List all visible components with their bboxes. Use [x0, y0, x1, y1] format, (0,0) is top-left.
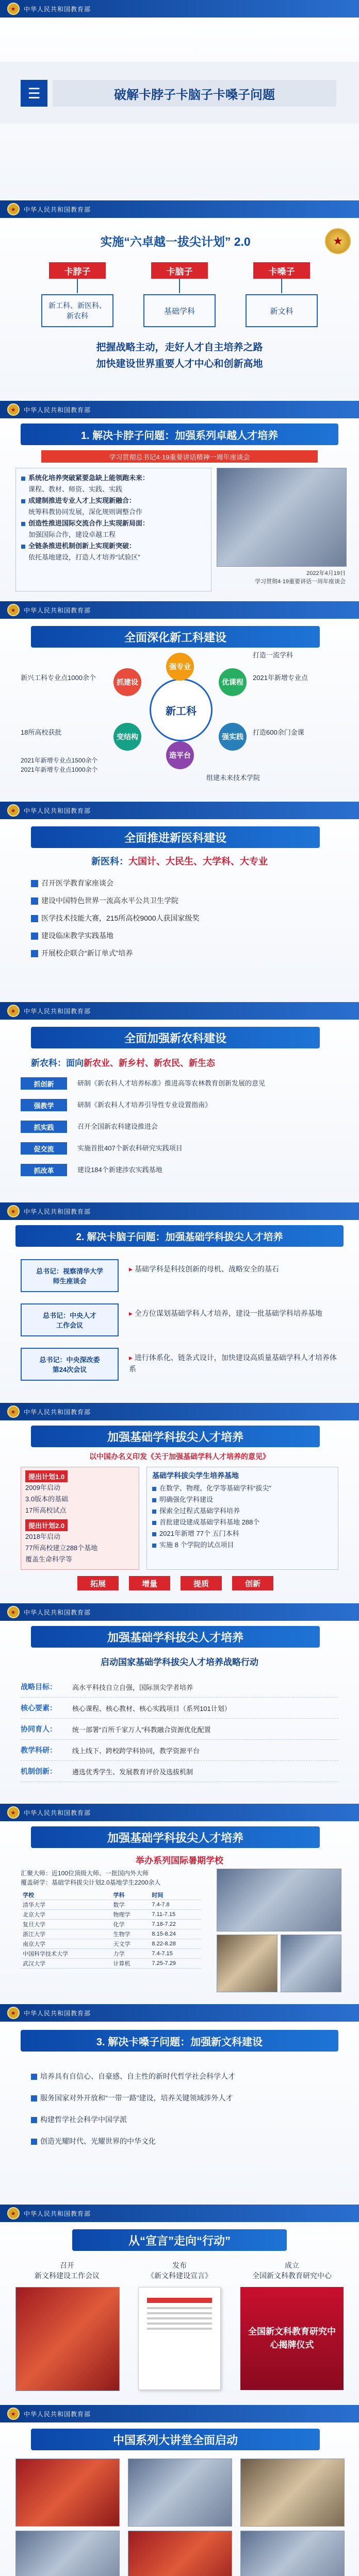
- detail-zhuanye: 打造一流学科: [253, 651, 293, 659]
- box-new-engineering: 新工科、新医科、 新农科: [41, 294, 113, 327]
- slide-header: [0, 200, 359, 218]
- national-emblem-icon: ★: [7, 1005, 20, 1017]
- photo-caption: 学习贯彻4·19重要讲话一周年座谈会: [254, 579, 346, 585]
- column-meeting: 召开 新文科建设工作会议: [35, 2261, 100, 2280]
- note: 2021年新增专业点1000余个: [21, 766, 98, 773]
- menu-icon: ☰: [21, 80, 47, 107]
- brand-name: 中华人民共和国教育部: [24, 1007, 91, 1015]
- note: 2021年新增专业点1500余个: [21, 757, 98, 764]
- brand-name: 中华人民共和国教育部: [24, 5, 91, 13]
- slide-new-engineering: [0, 601, 359, 802]
- slide-header: [0, 0, 359, 18]
- foot-tag: 拓展: [77, 1576, 119, 1590]
- subtitle: 启动国家基础学科拔尖人才培养战略行动: [101, 1657, 258, 1667]
- meeting-photo: [217, 468, 347, 567]
- row-list: [21, 1676, 338, 1782]
- title-suffix: 2.0: [234, 235, 251, 248]
- slide-title: 全面加强新农科建设: [31, 1027, 320, 1048]
- detail-kecheng: 2021年新增专业点: [253, 674, 308, 682]
- table-row: 武汉大学 计算机 7.25-7.29: [21, 1959, 201, 1969]
- brand-name: 中华人民共和国教育部: [24, 406, 91, 414]
- base-item: 在数学、物理、化学等基础学科“拔尖”: [152, 1483, 333, 1494]
- slide-new-liberal-arts: [0, 2004, 359, 2205]
- node-pingtai: 造平台: [166, 741, 194, 769]
- slide-title: 中国系列大讲堂全面启动: [31, 2429, 320, 2450]
- title-quote: “六卓越一拔尖计划”: [124, 235, 231, 248]
- foot-tag: 增量: [129, 1576, 170, 1590]
- slide-title: 加强基础学科拔尖人才培养: [31, 1626, 320, 1648]
- list-item: 构建哲学社会科学中国学派: [31, 2114, 335, 2125]
- plan-head: 提出计划2.0: [25, 1519, 68, 1531]
- subtitle: [31, 1056, 328, 1070]
- node-jiegou: 变结构: [113, 723, 141, 751]
- bullet-detail: 课程、教材、师资、实践、实践: [28, 485, 123, 493]
- event-photo: [15, 2459, 120, 2527]
- slide-header: [0, 2405, 359, 2422]
- subtitle-items: 新农业、新乡村、新农民、新生态: [84, 1058, 215, 1068]
- national-emblem-icon: ★: [7, 1405, 20, 1418]
- list-item: 开展校企联合“新订单式”培养: [31, 948, 328, 958]
- banner: 学习贯彻总书记4·19重要讲话精神一周年座谈会: [41, 450, 318, 463]
- plan-panel: [21, 1467, 139, 1570]
- quote: ▸ 进行体系化、链条式设计，加快建设高质量基础学科人才培养体系: [129, 1353, 337, 1373]
- event-photo: [128, 2459, 232, 2527]
- bullet-head: 系统化培养突破紧要急缺上能领跑未来：: [21, 472, 206, 484]
- lecture-photo: [281, 1935, 341, 1992]
- slide-header: [0, 2205, 359, 2222]
- bullet-head: 成建制推进专业人才上实现新融合：: [21, 495, 206, 506]
- slide-new-agriculture: [0, 1002, 359, 1203]
- row-tag: 抓实践: [21, 1121, 67, 1133]
- label-kanaozi: 卡脑子: [151, 262, 208, 279]
- list-item: 机制创新： 遴选优秀学生、发展教育评价及选拔机制: [21, 1761, 338, 1782]
- detail-jiegou: 18所高校获批: [21, 728, 62, 736]
- foot-tag: 创新: [232, 1576, 273, 1590]
- national-emblem-icon: ★: [7, 203, 20, 215]
- bullet-head: 全链条推进机制创新上实现新突破：: [21, 540, 206, 552]
- lead-line: 覆盖研学：基础学科拔尖计划2.0基地学生2200余人: [21, 1879, 161, 1886]
- slide-title: 2. 解决卡脑子问题：加强基础学科拔尖人才培养: [15, 1225, 344, 1247]
- table-row: 浙江大学 生物学 8.15-8.24: [21, 1929, 201, 1939]
- brand-name: 中华人民共和国教育部: [24, 2210, 91, 2217]
- national-emblem-icon: ★: [7, 1205, 20, 1217]
- slide-title: 从“宣言”走向“行动”: [72, 2229, 287, 2251]
- detail-jianshe: 新兴工科专业点1000余个: [21, 674, 96, 682]
- slide-title: 加强基础学科拔尖人才培养: [31, 1426, 320, 1447]
- unveiling-poster: 全国新文科教育研究中心揭牌仪式: [240, 2287, 344, 2390]
- lecture-photo: [217, 1935, 278, 1992]
- event-photo: [128, 2531, 232, 2576]
- subtitle: 以中国办名义印发《关于加强基础学科人才培养的意见》: [89, 1452, 270, 1461]
- list-item: 战略目标： 高水平科技自立自强，国际顶尖学者培养: [21, 1676, 338, 1698]
- connector-lines: [0, 279, 359, 294]
- list-item: 医学技术技能大赛，215所高校9000人获国家级奖: [31, 913, 328, 923]
- row-tag: 抓创新: [21, 1077, 67, 1090]
- event-photo: [240, 2531, 345, 2576]
- row-text: 研制《新农科人才培养引导性专业设置指南》: [77, 1101, 212, 1109]
- list-item: 建设临床教学实践基地: [31, 930, 328, 941]
- quote: ▸ 基础学科是科技创新的母机、战略安全的基石: [129, 1265, 279, 1273]
- subtitle-prefix: 新医科：: [91, 856, 128, 867]
- base-item: 首批建设建成基础学科基地 288个: [152, 1517, 333, 1528]
- bullet-detail: 加强国际合作，建设卓越工程: [28, 531, 116, 538]
- base-head: 基础学科拔尖学生培养基地: [152, 1471, 239, 1480]
- slide-title: 加强基础学科拔尖人才培养: [31, 1826, 320, 1848]
- slide-header: [0, 1202, 359, 1220]
- base-item: 明确强化学科建设: [152, 1494, 333, 1505]
- national-emblem-icon: ★: [7, 2207, 20, 2219]
- table-row: 复旦大学 化学 7.18-7.22: [21, 1920, 201, 1929]
- center-circle: 新工科: [150, 679, 213, 741]
- node-jianshe: 抓建设: [113, 668, 141, 696]
- subtitle: 举办系列国际暑期学校: [136, 1856, 223, 1866]
- detail-pingtai: 组建未来技术学院: [206, 774, 260, 782]
- slide-title: 全面推进新医科建设: [31, 826, 320, 848]
- slide-title: [0, 0, 359, 201]
- slide-header: [0, 601, 359, 619]
- subtitle: [41, 854, 318, 870]
- row-tag: 强教学: [21, 1099, 67, 1111]
- box-new-liberal-arts: 新文科: [246, 294, 318, 327]
- row-tag: 抓改革: [21, 1164, 67, 1176]
- table-row: 北京大学 物理学 7.11-7.15: [21, 1910, 201, 1920]
- speech-box: 总书记：中央深改委 第24次会议: [21, 1348, 119, 1381]
- speech-box: 总书记：中央人才 工作会议: [21, 1303, 119, 1336]
- national-emblem-icon: ★: [325, 228, 351, 254]
- photo-caption-date: 2022年4月19日: [306, 570, 346, 577]
- row-text: 实施首批407个新农科研究实践项目: [77, 1144, 183, 1152]
- declaration-document: [138, 2287, 221, 2390]
- brand-name: 中华人民共和国教育部: [24, 1408, 91, 1416]
- slide-lecture-series: [0, 2405, 359, 2576]
- slide-header: [0, 401, 359, 418]
- table-row: 清华大学 数学 7.4-7.8: [21, 1900, 201, 1910]
- meeting-photo: [15, 2287, 120, 2391]
- national-emblem-icon: ★: [7, 1806, 20, 1819]
- column-center: 成立 全国新文科教育研究中心: [252, 2261, 332, 2280]
- brand-name: 中华人民共和国教育部: [24, 606, 91, 614]
- lead: [21, 1869, 206, 1887]
- brand-name: 中华人民共和国教育部: [24, 1809, 91, 1817]
- row-text: 建设184个新建涉农实践基地: [77, 1166, 162, 1174]
- slide-header: [0, 1804, 359, 1821]
- bullet-list: [31, 878, 328, 965]
- brand-name: 中华人民共和国教育部: [24, 206, 91, 213]
- list-item: 教学科研： 线上线下、跨校跨学科协同，教学资源平台: [21, 1740, 338, 1761]
- base-item: 2021年新增 77个 五门本科: [152, 1528, 333, 1539]
- brand-name: 中华人民共和国教育部: [24, 2410, 91, 2418]
- label-kasangzi: 卡嗓子: [253, 262, 310, 279]
- column-declaration: 发布 《新文科建设宣言》: [147, 2261, 212, 2280]
- table-header: 学校 学科 时间: [21, 1890, 201, 1900]
- subtitle-items: 大国计、大民生、大学科、大专业: [128, 856, 268, 867]
- box-basic-disciplines: 基础学科: [143, 294, 216, 327]
- table-row: 南京大学 天文学 8.22-8.28: [21, 1939, 201, 1949]
- slide-basic-disciplines: [0, 1202, 359, 1403]
- page-title: 破解卡脖子卡脑子卡嗓子问题: [53, 80, 336, 107]
- event-photo: [240, 2459, 345, 2527]
- bullet-head: 创造性推进国际交流合作上实现新局面：: [21, 518, 206, 529]
- slide-title: 3. 解决卡嗓子问题：加强新文科建设: [21, 2030, 338, 2052]
- plan-item: 2009年启动: [25, 1484, 60, 1492]
- national-emblem-icon: ★: [7, 604, 20, 616]
- plan-head: 提出计划1.0: [25, 1470, 68, 1482]
- slide-new-medicine: [0, 802, 359, 1003]
- detail-shijian: 打造600余门金课: [253, 728, 304, 736]
- schedule-table: [21, 1890, 201, 1969]
- national-emblem-icon: ★: [7, 2408, 20, 2420]
- list-item: 召开医学教育家座谈会: [31, 878, 328, 888]
- row-text: 召开全国新农科建设推进会: [77, 1123, 158, 1130]
- plan-item: 覆盖生命科学等: [25, 1555, 73, 1563]
- node-zhuanye: 强专业: [166, 653, 194, 681]
- list-item: 核心要素： 核心课程、核心教材、核心实践项目（系列101计划）: [21, 1698, 338, 1719]
- row-tag: 促交流: [21, 1142, 67, 1155]
- slide-summer-school: [0, 1804, 359, 2005]
- slide-title: 全面深化新工科建设: [31, 626, 320, 648]
- slide-header: [0, 1002, 359, 1020]
- base-panel: [146, 1467, 338, 1570]
- slide-plan: [0, 200, 359, 401]
- slide-header: [0, 802, 359, 819]
- list-item: 建设中国特色世界一流高水平公共卫生学院: [31, 895, 328, 906]
- quote: ▸ 全方位谋划基础学科人才培养，建设一批基础学科培养基地: [129, 1309, 322, 1317]
- label-kabozi: 卡脖子: [49, 262, 106, 279]
- slide-topnotch-1: [0, 1403, 359, 1604]
- row-text: 研制《新农科人才培养标准》推进高等农林教育创新发展的意见: [77, 1079, 266, 1087]
- slide-title: [31, 231, 320, 252]
- slogan-line-2: 加快建设世界重要人才中心和创新高地: [96, 359, 263, 369]
- national-emblem-icon: ★: [7, 804, 20, 817]
- brand-name: 中华人民共和国教育部: [24, 807, 91, 815]
- title-prefix: 实施: [100, 235, 124, 248]
- plan-item: 2018年启动: [25, 1533, 60, 1540]
- node-shijian: 强实践: [219, 723, 247, 751]
- national-emblem-icon: ★: [7, 403, 20, 416]
- base-item: 探索全过程式基础学科培养: [152, 1505, 333, 1517]
- slide-header: [0, 1403, 359, 1420]
- bullet-panel: [15, 468, 211, 591]
- table-row: 中国科学技术大学 力学 7.4-7.15: [21, 1949, 201, 1959]
- slogan-line-1: 把握战略主动，走好人才自主培养之路: [96, 342, 263, 353]
- speech-box: 总书记：视察清华大学 师生座谈会: [21, 1259, 119, 1292]
- plan-item: 17所高校试点: [25, 1506, 67, 1514]
- notes: [21, 756, 139, 774]
- lecture-photo: [217, 1869, 341, 1931]
- foot-tag: 提质: [181, 1576, 222, 1590]
- national-emblem-icon: ★: [7, 1606, 20, 1618]
- list-item: 创造光耀时代、光耀世界的中华文化: [31, 2136, 335, 2146]
- national-emblem-icon: ★: [7, 3, 20, 15]
- brand-name: 中华人民共和国教育部: [24, 1608, 91, 1616]
- list-item: 培养具有自信心、自豪感、自主性的新时代哲学社会科学人才: [31, 2071, 335, 2081]
- base-item: 实施 8 个学院的试点项目: [152, 1539, 333, 1551]
- event-photo: [15, 2531, 120, 2576]
- list-item: 协同育人： 统一部署“百所千家万人”科教融合资源优化配置: [21, 1719, 338, 1740]
- slide-header: [0, 1603, 359, 1621]
- plan-item: 77所高校建立288个基地: [25, 1544, 98, 1552]
- list-item: 服务国家对外开放和“一带一路”建设，培养关键领域涉外人才: [31, 2093, 335, 2103]
- subtitle-prefix: 新农科：面向: [31, 1058, 84, 1068]
- slide-title: 1. 解决卡脖子问题：加强系列卓越人才培养: [21, 423, 338, 445]
- brand-name: 中华人民共和国教育部: [24, 1208, 91, 1215]
- slide-topnotch-2: [0, 1603, 359, 1804]
- slide-header: [0, 2004, 359, 2022]
- slide-declaration: [0, 2205, 359, 2405]
- national-emblem-icon: ★: [7, 2007, 20, 2019]
- bullet-list: [31, 2071, 335, 2158]
- brand-name: 中华人民共和国教育部: [24, 2009, 91, 2017]
- bullet-detail: 依托基地建设，打造人才培养“试验区”: [28, 553, 140, 561]
- bullet-detail: 统筹科教协同发展，深化规则调整合作: [28, 508, 143, 516]
- lead-line: 汇聚大师：近100位顶级大师、一批国内外大师: [21, 1870, 149, 1877]
- slide-excellence: [0, 401, 359, 602]
- node-kecheng: 优课程: [219, 668, 247, 696]
- plan-item: 3.0版本的基础: [25, 1495, 69, 1503]
